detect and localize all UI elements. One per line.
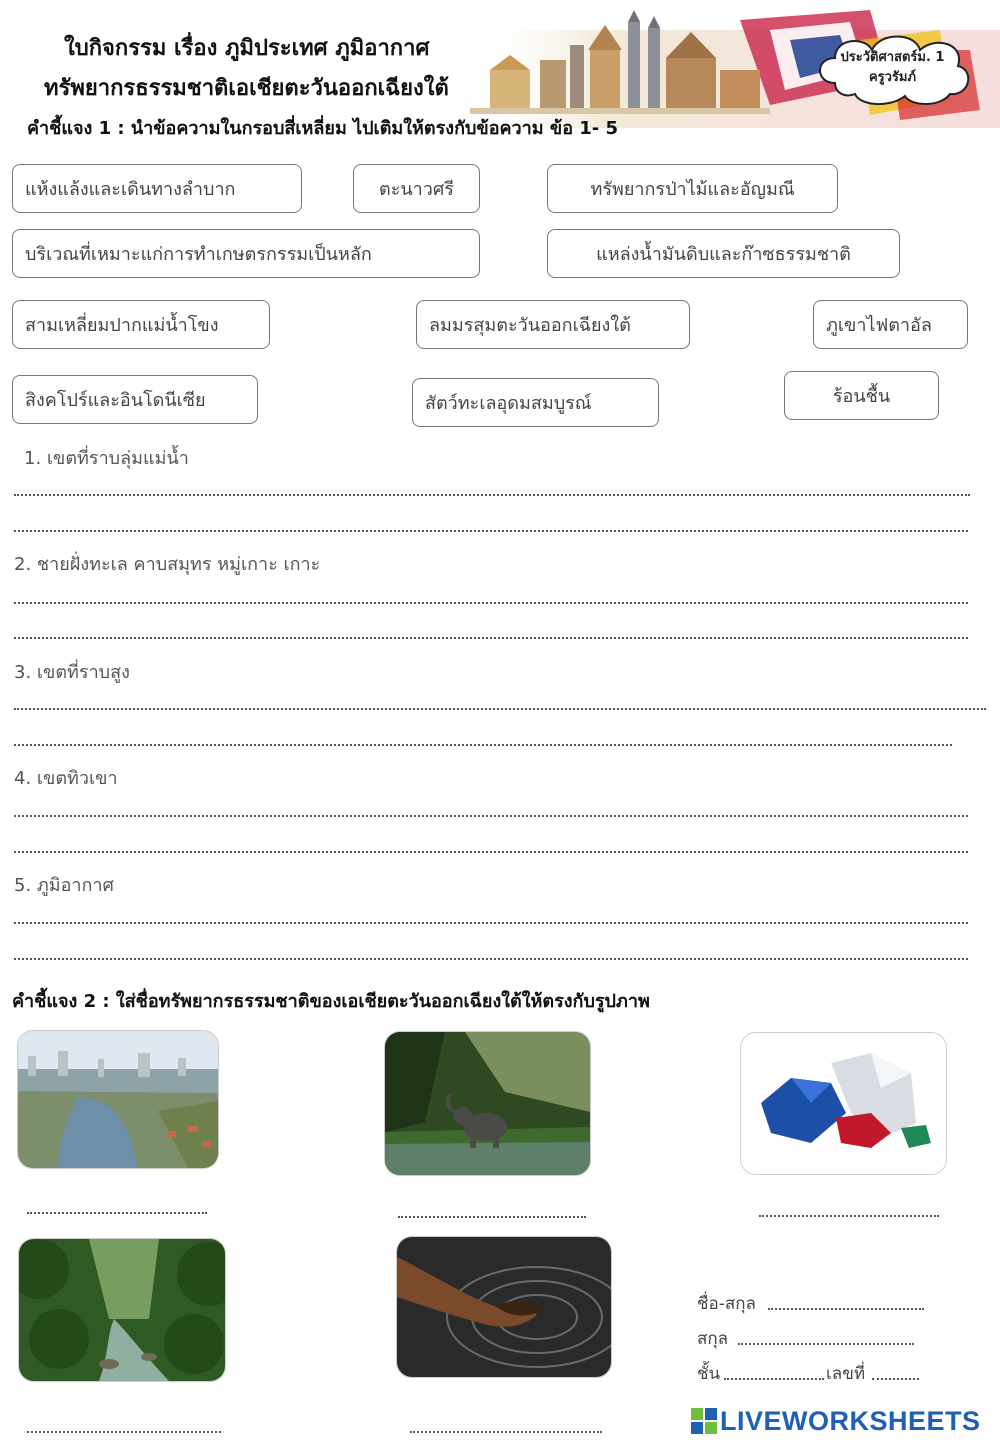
answer-line-5b[interactable] [14,958,968,960]
liveworksheets-logo[interactable] [690,1404,981,1438]
answer-line-4b[interactable] [14,851,968,853]
student-class-label: ชั้น [697,1364,721,1384]
photo-answer-line-3[interactable] [759,1215,939,1217]
answer-line-2a[interactable] [14,602,968,604]
worksheet-title-line2: ทรัพยากรธรรมชาติเอเชียตะวันออกเฉียงใต้ [44,75,449,101]
answer-line-1b[interactable] [14,530,968,532]
teacher-badge-cloud [810,28,975,108]
photo-answer-line-2[interactable] [398,1216,586,1218]
option-box-10[interactable]: สัตว์ทะเลอุดมสมบูรณ์ [412,378,659,427]
crude-oil-hand-photo [396,1236,612,1378]
option-box-1[interactable]: แห้งแล้งและเดินทางลำบาก [12,164,302,213]
answer-line-5a[interactable] [14,922,968,924]
option-box-3[interactable]: ทรัพยากรป่าไม้และอัญมณี [547,164,838,213]
photo-answer-line-4[interactable] [27,1431,221,1433]
gemstones-photo [740,1032,947,1175]
part2-instruction: คำชี้แจง 2 : ใส่ชื่อทรัพยากรธรรมชาติของเอเชียตะวันออกเฉียงใต้ให้ตรงกับรูปภาพ [12,991,650,1012]
option-box-7[interactable]: ลมมรสุมตะวันออกเฉียงใต้ [416,300,690,349]
question-1: 1. เขตที่ราบลุ่มแม่น้ำ [24,448,189,469]
badge-subject: ประวัติศาสตร์ม. 1 [840,50,945,65]
student-name-field[interactable] [768,1308,924,1310]
rainforest-stream-photo [18,1238,226,1382]
option-box-9[interactable]: สิงคโปร์และอินโดนีเซีย [12,375,258,424]
question-3: 3. เขตที่ราบสูง [14,662,130,683]
answer-line-2b[interactable] [14,637,968,639]
question-2: 2. ชายฝั่งทะเล คาบสมุทร หมู่เกาะ เกาะ [14,554,321,575]
question-5: 5. ภูมิอากาศ [14,875,114,896]
answer-line-3b[interactable] [14,744,952,746]
answer-line-1a[interactable] [14,494,970,496]
elephant-forest-photo [384,1031,591,1176]
option-box-11[interactable]: ร้อนชื้น [784,371,939,420]
river-city-photo [17,1030,219,1169]
worksheet-title-line1: ใบกิจกรรม เรื่อง ภูมิประเทศ ภูมิอากาศ [64,35,430,61]
student-number-label: เลขที่ [826,1364,866,1384]
option-box-6[interactable]: สามเหลี่ยมปากแม่น้ำโขง [12,300,270,349]
student-surname-field[interactable] [738,1343,914,1345]
option-box-5[interactable]: แหล่งน้ำมันดิบและก๊าซธรรมชาติ [547,229,900,278]
photo-answer-line-1[interactable] [27,1212,207,1214]
photo-answer-line-5[interactable] [410,1431,602,1433]
liveworksheets-logo-icon [690,1407,718,1435]
question-4: 4. เขตทิวเขา [14,768,118,789]
student-surname-label: สกุล [697,1329,729,1349]
badge-teacher: ครูวรัมภ์ [868,70,917,85]
part1-instruction: คำชี้แจง 1 : นำข้อความในกรอบสี่เหลี่ยม ไปเติมให้ตรงกับข้อความ ข้อ 1- 5 [27,118,619,139]
liveworksheets-logo-text: LIVEWORKSHEETS [720,1405,981,1436]
option-box-8[interactable]: ภูเขาไฟตาอัล [813,300,968,349]
student-surname-row [697,1325,728,1352]
student-number-row [826,1360,865,1387]
student-class-field[interactable] [724,1378,824,1380]
student-class-row [697,1360,720,1387]
answer-line-4a[interactable] [14,815,968,817]
option-box-2[interactable]: ตะนาวศรี [353,164,480,213]
student-number-field[interactable] [872,1378,919,1380]
answer-line-3a[interactable] [14,708,986,710]
student-name-label: ชื่อ-สกุล [697,1294,756,1314]
student-name-row [697,1290,756,1317]
option-box-4[interactable]: บริเวณที่เหมาะแก่การทำเกษตรกรรมเป็นหลัก [12,229,480,278]
